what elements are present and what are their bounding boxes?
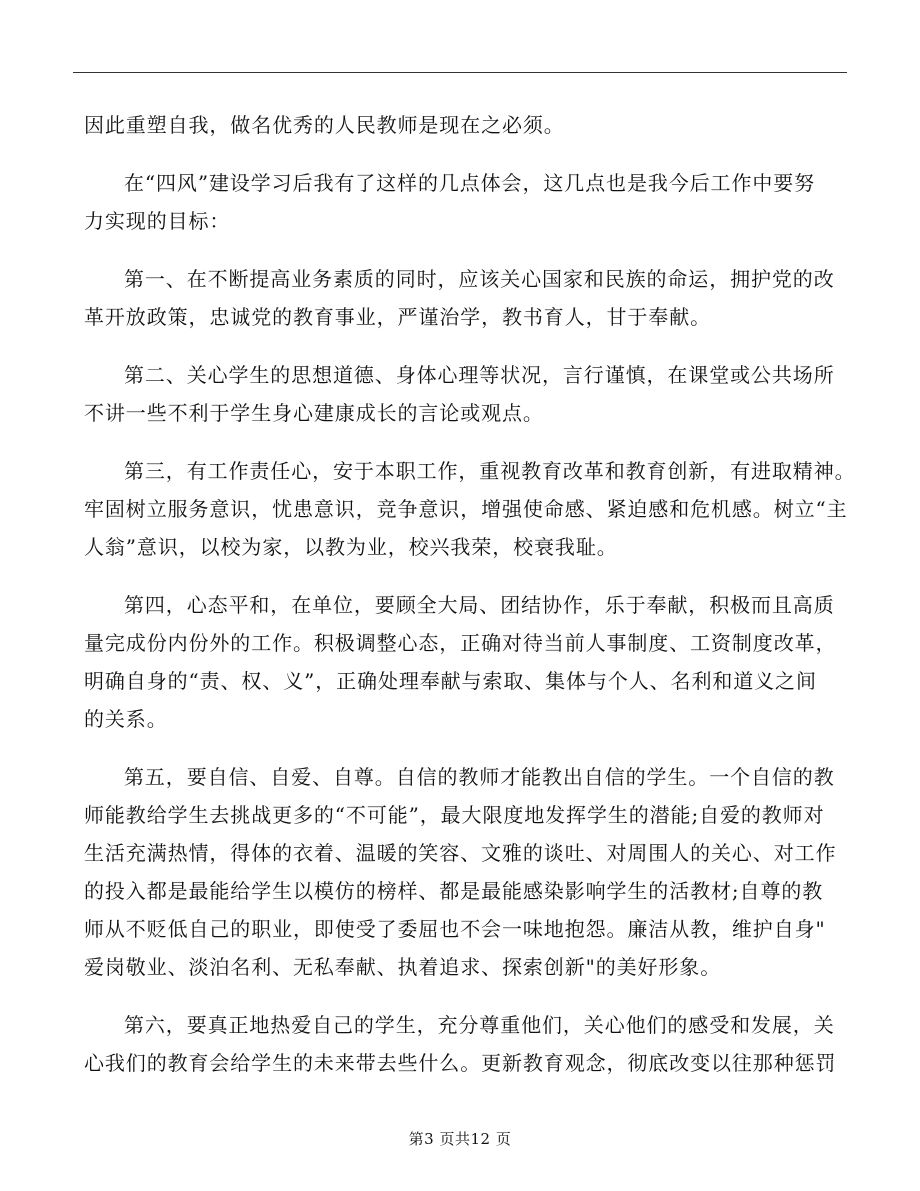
header-divider <box>73 72 847 73</box>
paragraph-line: 的投入都是最能给学生以模仿的榜样、都是最能感染影响学生的活教材;自尊的教 <box>84 879 824 903</box>
paragraph-line: 因此重塑自我，做名优秀的人民教师是现在之必须。 <box>84 113 565 137</box>
paragraph-line: 第三，有工作责任心，安于本职工作，重视教育改革和教育创新，有进取精神。 <box>124 459 856 483</box>
paragraph-4 <box>84 356 840 432</box>
paragraph-line: 不讲一些不利于学生身心建康成长的言论或观点。 <box>84 401 544 425</box>
paragraph-6 <box>84 586 840 738</box>
paragraph-line: 人翁”意识，以校为家，以教为业，校兴我荣，校衰我耻。 <box>84 535 618 559</box>
document-body <box>84 106 856 1102</box>
paragraph-5 <box>84 452 856 566</box>
paragraph-8 <box>84 1006 840 1082</box>
paragraph-2 <box>84 164 840 240</box>
paragraph-line: 第五，要自信、自爱、自尊。自信的教师才能教出自信的学生。一个自信的教 <box>124 765 835 789</box>
paragraph-line: 生活充满热情，得体的衣着、温暖的笑容、文雅的谈吐、对周围人的关心、对工作 <box>84 841 837 865</box>
paragraph-line: 革开放政策，忠诚党的教育事业，严谨治学，教书育人，甘于奉献。 <box>84 305 711 329</box>
paragraph-line: 明确自身的“责、权、义”，正确处理奉献与索取、集体与个人、名利和道义之间 <box>84 669 817 693</box>
page-number-footer: 第3 页共12 页 <box>408 1130 512 1148</box>
paragraph-line: 量完成份内份外的工作。积极调整心态，正确对待当前人事制度、工资制度改革， <box>84 631 837 655</box>
paragraph-line: 师能教给学生去挑战更多的“不可能”，最大限度地发挥学生的潜能;自爱的教师对 <box>84 803 825 827</box>
paragraph-line: 牢固树立服务意识，忧患意识，竞争意识，增强使命感、紧迫感和危机感。树立“主 <box>84 497 848 521</box>
paragraph-line: 力实现的目标： <box>84 209 231 233</box>
paragraph-line: 第四，心态平和，在单位，要顾全大局、团结协作，乐于奉献，积极而且高质 <box>124 593 835 617</box>
paragraph-line: 爱岗敬业、淡泊名利、无私奉献、执着追求、探索创新"的美好形象。 <box>84 955 722 979</box>
paragraph-line: 第六，要真正地热爱自己的学生，充分尊重他们，关心他们的感受和发展，关 <box>124 1013 835 1037</box>
paragraph-line: 师从不贬低自己的职业，即使受了委屈也不会一味地抱怨。廉洁从教，维护自身" <box>84 917 826 941</box>
paragraph-line: 第二、关心学生的思想道德、身体心理等状况，言行谨慎，在课堂或公共场所 <box>124 363 835 387</box>
paragraph-line: 心我们的教育会给学生的未来带去些什么。更新教育观念，彻底改变以往那种惩罚 <box>84 1051 837 1075</box>
paragraph-line: 的关系。 <box>84 707 168 731</box>
paragraph-7 <box>84 758 840 986</box>
paragraph-1 <box>84 106 840 144</box>
paragraph-line: 第一、在不断提高业务素质的同时，应该关心国家和民族的命运，拥护党的改 <box>124 267 835 291</box>
paragraph-3 <box>84 260 840 336</box>
paragraph-line: 在“四风”建设学习后我有了这样的几点体会，这几点也是我今后工作中要努 <box>124 171 816 195</box>
